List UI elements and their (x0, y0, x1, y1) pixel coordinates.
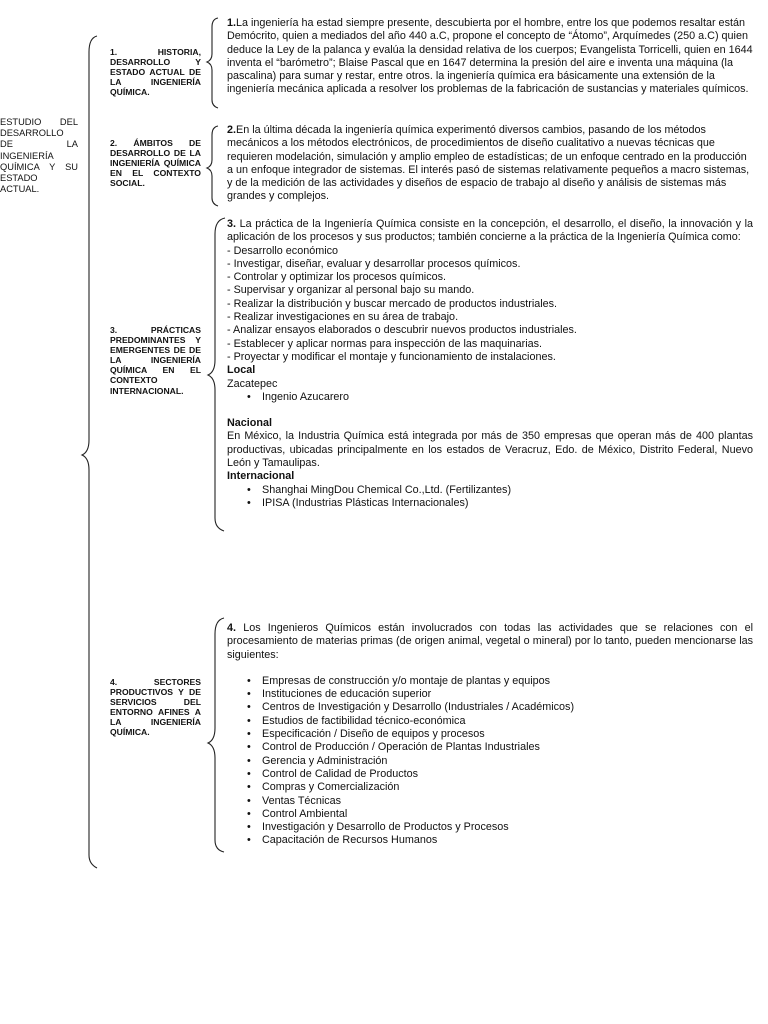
section-4-sector-list (227, 675, 753, 848)
list-item: • Especificación / Diseño de equipos y procesos (227, 728, 753, 741)
list-item: • Gerencia y Administración (227, 755, 753, 768)
list-item: - Realizar la distribución y buscar mercado de productos industriales. (227, 297, 558, 310)
section-1-brace (207, 18, 218, 108)
root-title: ESTUDIO DEL DESARROLLO DE LA INGENIERÍA QUÍMICA Y SU ESTADO ACTUAL. (0, 117, 78, 195)
nacional-heading: Nacional (227, 417, 273, 430)
section-2-text: En la última década la ingeniería química experimentó diversos cambios, pasando de los métodos mecánicos a los métodos electrónicos, de procedimientos de diseño cualitativo a nuevas técnicas que requieren modelación, simulación y amplio empleo de estadísticas; de un enfoque centrado en la producción a un enfoque integrador de sistemas. El interés pasó de sistemas relativamente pequeños a macro sistemas, y de la medición de las actividades y diseños de espacio de trabajo al diseño y análisis de sistemas más grandes y complejos. (227, 124, 750, 203)
list-item: • Investigación y Desarrollo de Productos y Procesos (227, 821, 753, 834)
list-item: • IPISA (Industrias Plásticas Internacionales) (227, 497, 753, 510)
nacional-text: En México, la Industria Química está integrada por más de 350 empresas que operan más de 400 plantas productivas, ubicadas principalmente en los estados de Veracruz, Edo. de México, Distrito Federal, Nuevo León y Tamaulipas. (227, 430, 753, 470)
local-list (227, 391, 753, 404)
local-heading: Local (227, 364, 256, 377)
list-item: • Control Ambiental (227, 808, 753, 821)
list-item: • Ventas Técnicas (227, 795, 753, 808)
list-item: • Shanghai MingDou Chemical Co.,Ltd. (Fertilizantes) (227, 484, 753, 497)
list-item: - Desarrollo económico (227, 244, 339, 257)
list-item: • Empresas de construcción y/o montaje de plantas y equipos (227, 675, 753, 688)
list-item: • Ingenio Azucarero (227, 391, 753, 404)
section-3-brace (208, 218, 225, 531)
section-3-number: 3. (227, 218, 237, 230)
root-brace (82, 36, 97, 868)
list-item: • Compras y Comercialización (227, 781, 753, 794)
section-2-label: 2. ÁMBITOS DE DESARROLLO DE LA INGENIERÍA QUÍMICA EN EL CONTEXTO SOCIAL. (110, 138, 201, 189)
section-1-number: 1. (227, 17, 237, 29)
list-item: - Proyectar y modificar el montaje y funcionamiento de instalaciones. (227, 350, 556, 363)
list-item: - Supervisar y organizar al personal bajo su mando. (227, 284, 475, 297)
section-4-brace (208, 618, 224, 852)
list-item: • Control de Producción / Operación de Plantas Industriales (227, 741, 753, 754)
list-item: • Instituciones de educación superior (227, 688, 753, 701)
section-4-number: 4. (227, 622, 237, 634)
internacional-heading: Internacional (227, 470, 295, 483)
list-item: - Realizar investigaciones en su área de trabajo. (227, 311, 459, 324)
list-item: • Centros de Investigación y Desarrollo (Industriales / Académicos) (227, 701, 753, 714)
list-item: - Analizar ensayos elaborados o descubrir nuevos productos industriales. (227, 324, 577, 337)
local-place: Zacatepec (227, 377, 278, 390)
list-item: - Investigar, diseñar, evaluar y desarrollar procesos químicos. (227, 257, 521, 270)
section-3-content (227, 218, 753, 510)
internacional-list (227, 484, 753, 511)
list-item: - Establecer y aplicar normas para inspección de las maquinarias. (227, 337, 543, 350)
section-4-label: 4. SECTORES PRODUCTIVOS Y DE SERVICIOS DEL ENTORNO AFINES A LA INGENIERÍA QUÍMICA. (110, 677, 201, 738)
list-item: • Estudios de factibilidad técnico-económica (227, 715, 753, 728)
section-3-practice-list (227, 245, 753, 365)
list-item: - Controlar y optimizar los procesos químicos. (227, 271, 447, 284)
section-3-label: 3. PRÁCTICAS PREDOMINANTES Y EMERGENTES DE DE LA INGENIERÍA QUÍMICA EN EL CONTEXTO INTERNACIONAL. (110, 325, 201, 396)
section-1-label: 1. HISTORIA, DESARROLLO Y ESTADO ACTUAL DE LA INGENIERÍA QUÍMICA. (110, 47, 201, 98)
section-4-intro: Los Ingenieros Químicos están involucrados con todas las actividades que se relaciones con el procesamiento de materias primas (de origen animal, vegetal o mineral) por lo tanto, pueden mencionarse las siguientes: (227, 622, 754, 661)
list-item: • Capacitación de Recursos Humanos (227, 834, 753, 847)
section-1-content (227, 17, 753, 97)
list-item: • Control de Calidad de Productos (227, 768, 753, 781)
section-2-content (227, 124, 753, 204)
section-2-brace (207, 126, 218, 206)
section-3-intro: La práctica de la Ingeniería Química consiste en la concepción, el desarrollo, el diseño, la innovación y la aplicación de los procesos y sus productos; también concierne a la práctica de la Ingeniería Química como: (227, 218, 754, 244)
section-1-text: La ingeniería ha estad siempre presente, descubierta por el hombre, entre los que podemos resaltar están Demócrito, quien a mediados del año 440 a.C, propone el concepto de “Átomo”, Arquímedes (250 a.C) quien deduce la Ley de la palanca y evalúa la densidad relativa de los cuerpos; Evangelista Torricelli, quien en 1644 inventa el “barómetro”; Blaise Pascal que en 1647 determina la presión del aire e inventa una máquina (la pascalina) para sumar y restar, entre otros. la ingeniería química era básicamente una extensión de la ingeniería mecánica aplicada a resolver los problemas de la fabricación de sustancias y materiales químicos. (227, 17, 753, 96)
section-4-content (227, 622, 753, 848)
section-2-number: 2. (227, 124, 237, 136)
